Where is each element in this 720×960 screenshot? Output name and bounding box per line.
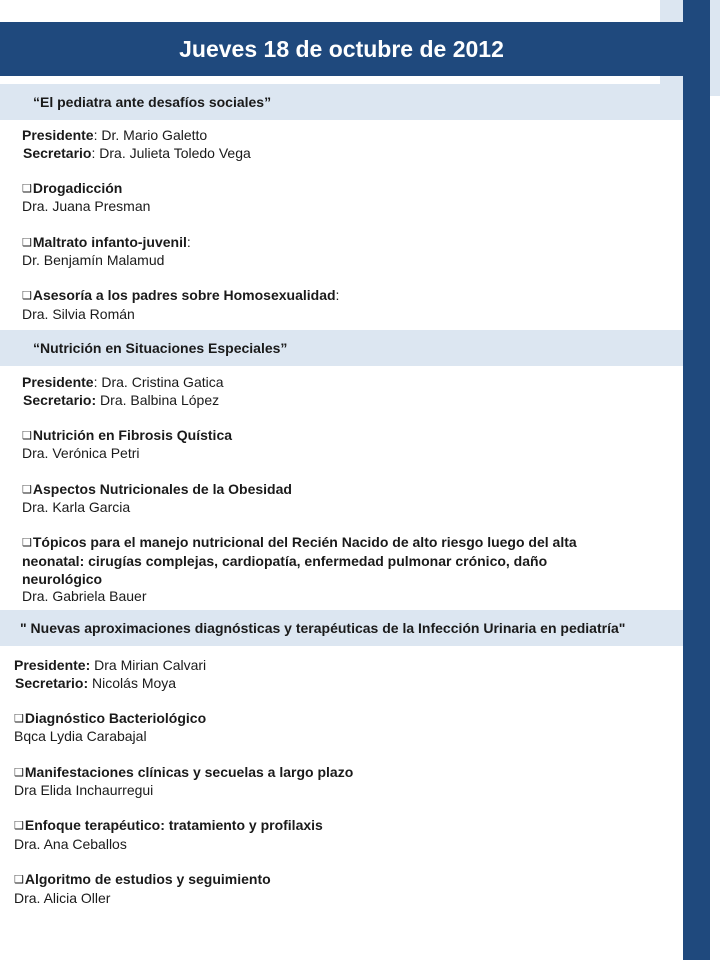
session-2-secretary: Secretario: Dra. Balbina López [23,391,220,408]
session-2-body [22,374,612,606]
session-2-title-text: “Nutrición en Situaciones Especiales” [33,340,288,356]
checkbox-bullet-icon: ❑ [14,820,24,833]
talk-topic: ❑Nutrición en Fibrosis Quística [22,426,233,443]
talk-speaker: Dr. Benjamín Malamud [22,252,165,269]
checkbox-bullet-icon: ❑ [14,874,24,887]
session-1-title [0,84,683,120]
talk-topic: ❑Manifestaciones clínicas y secuelas a largo plazo [14,763,354,780]
talk-speaker: Dra. Karla Garcia [22,499,131,516]
talk-speaker: Dra. Alicia Oller [14,889,111,906]
session-3-secretary: Secretario: Nicolás Moya [15,674,177,691]
talk-speaker: Dra. Ana Ceballos [14,835,127,852]
talk-topic: ❑Tópicos para el manejo nutricional del Recién Nacido de alto riesgo luego del alta neonatal: cirugías complejas, cardiopatía, enfermedad pulmonar crónico, daño neurológico [22,534,577,587]
talk-topic: ❑Maltrato infanto-juvenil: [22,233,191,250]
session-3-body [14,657,353,907]
talk-speaker: Dra. Juana Presman [22,198,151,215]
talk-speaker: Dra Elida Inchaurregui [14,782,154,799]
session-1-title-text: “El pediatra ante desafíos sociales” [33,94,272,110]
talk-speaker: Bqca Lydia Carabajal [14,728,147,745]
session-1-secretary: Secretario: Dra. Julieta Toledo Vega [23,144,251,161]
page-title [0,22,683,76]
talk-speaker: Dra. Verónica Petri [22,445,140,462]
session-2-president: Presidente: Dra. Cristina Gatica [22,374,224,390]
talk-topic: ❑Algoritmo de estudios y seguimiento [14,871,271,888]
page-title-text: Jueves 18 de octubre de 2012 [179,35,504,62]
talk-topic: ❑Enfoque terapéutico: tratamiento y profilaxis [14,817,323,834]
checkbox-bullet-icon: ❑ [22,429,32,442]
checkbox-bullet-icon: ❑ [22,483,32,496]
checkbox-bullet-icon: ❑ [14,766,24,779]
checkbox-bullet-icon: ❑ [22,236,32,249]
session-3-title [0,610,683,646]
talk-speaker: Dra. Silvia Román [22,305,135,322]
checkbox-bullet-icon: ❑ [22,182,32,195]
talk-speaker: Dra. Gabriela Bauer [22,588,147,605]
talk-topic: ❑Drogadicción [22,179,123,196]
checkbox-bullet-icon: ❑ [22,290,32,303]
talk-topic: ❑Asesoría a los padres sobre Homosexualidad: [22,287,340,304]
checkbox-bullet-icon: ❑ [14,712,24,725]
session-1-body [22,127,339,324]
checkbox-bullet-icon: ❑ [22,537,32,550]
right-accent-bar [683,0,710,960]
talk-topic: ❑Diagnóstico Bacteriológico [14,709,207,726]
talk-topic: ❑Aspectos Nutricionales de la Obesidad [22,480,292,497]
session-3-president: Presidente: Dra Mirian Calvari [14,657,207,673]
session-2-title [0,330,683,366]
session-1-president: Presidente: Dr. Mario Galetto [22,127,208,143]
session-3-title-text: " Nuevas aproximaciones diagnósticas y terapéuticas de la Infección Urinaria en pediatría" [20,620,626,636]
